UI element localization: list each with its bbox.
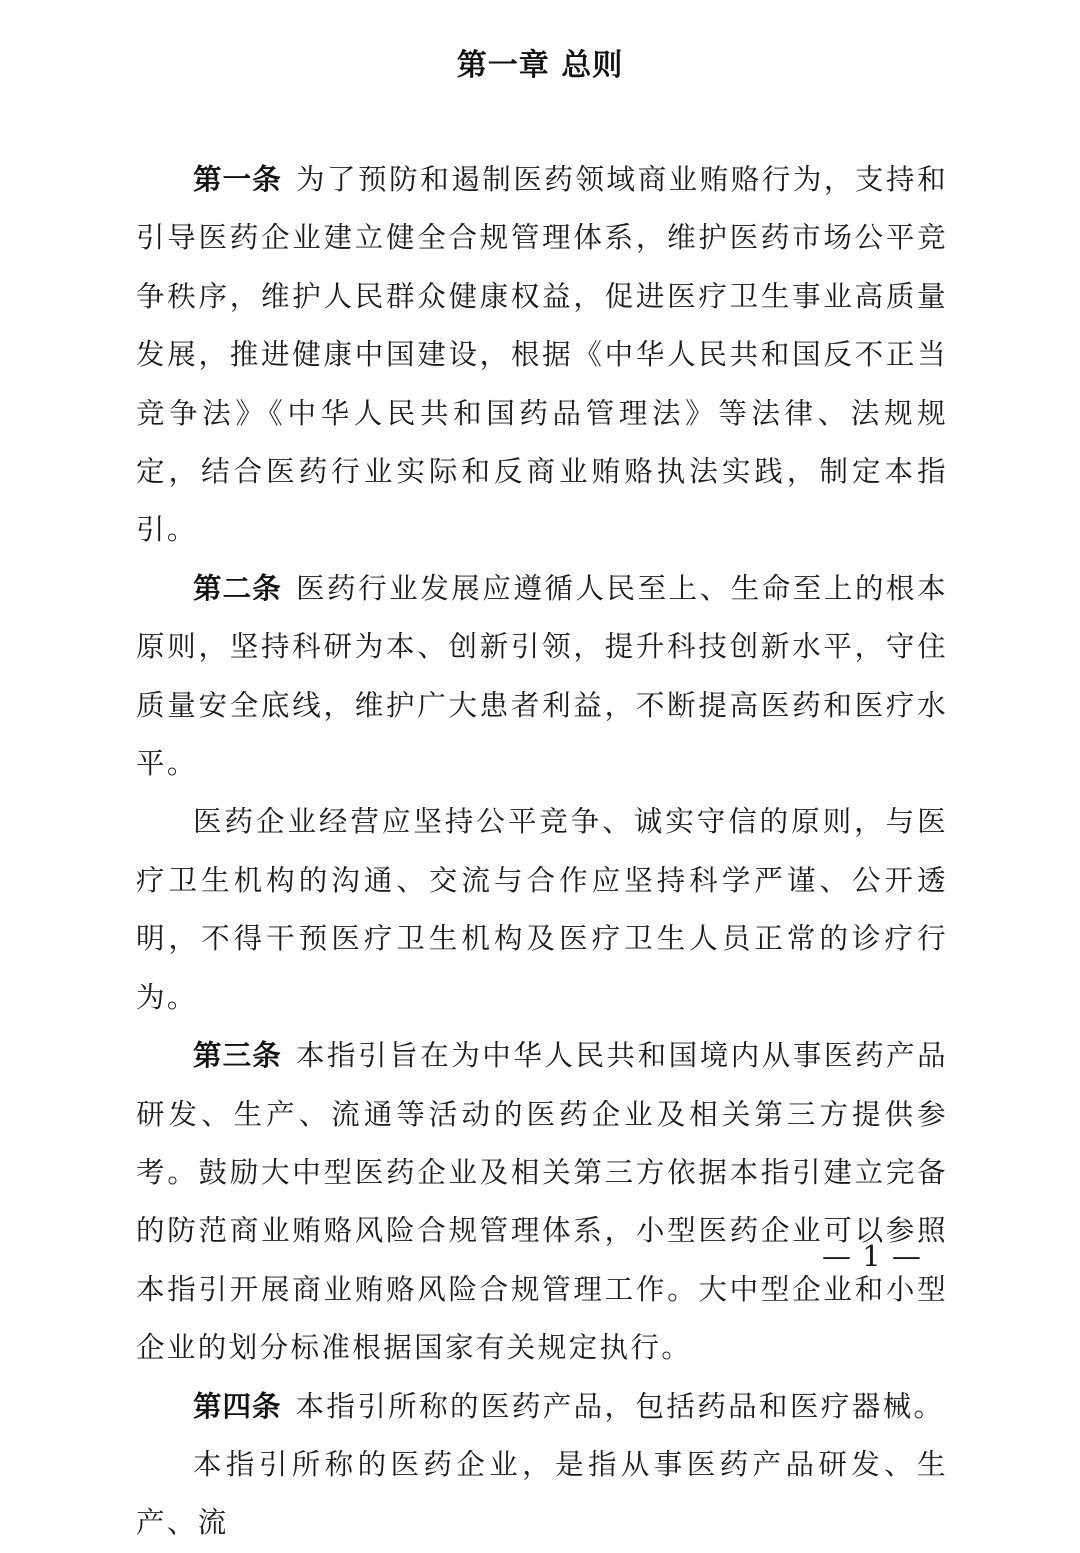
article-2-paragraph-2 bbox=[136, 793, 948, 1027]
article-3 bbox=[136, 1027, 948, 1377]
article-1 bbox=[136, 151, 948, 560]
body-text bbox=[136, 151, 948, 1540]
article-label: 第三条 bbox=[193, 1039, 282, 1073]
article-text: 本指引所称的医药企业，是指从事医药产品研发、生产、流 bbox=[136, 1447, 948, 1540]
article-text: 本指引旨在为中华人民共和国境内从事医药产品研发、生产、流通等活动的医药企业及相关第三方提供参考。鼓励大中型医药企业及相关第三方依据本指引建立完备的防范商业贿赂风险合规管理体系，小型医药企业可以参照本指引开展商业贿赂风险合规管理工作。大中型企业和小型企业的划分标准根据国家有关规定执行。 bbox=[136, 1039, 948, 1365]
article-text: 本指引所称的医药产品，包括药品和医疗器械。 bbox=[295, 1389, 945, 1423]
article-label: 第二条 bbox=[193, 571, 282, 605]
article-label: 第一条 bbox=[193, 163, 282, 196]
article-text: 医药企业经营应坚持公平竞争、诚实守信的原则，与医疗卫生机构的沟通、交流与合作应坚持科学严谨、公开透明，不得干预医疗卫生机构及医疗卫生人员正常的诊疗行为。 bbox=[136, 805, 948, 1014]
page-number: — 1 — bbox=[822, 1239, 922, 1273]
chapter-title: 第一章 总则 bbox=[456, 48, 624, 83]
article-4 bbox=[136, 1378, 948, 1436]
article-text: 医药行业发展应遵循人民至上、生命至上的根本原则，坚持科研为本、创新引领，提升科技创新水平，守住质量安全底线，维护广大患者利益，不断提高医药和医疗水平。 bbox=[136, 571, 948, 781]
article-label: 第四条 bbox=[193, 1389, 282, 1423]
article-2 bbox=[136, 560, 948, 794]
article-4-paragraph-2 bbox=[136, 1436, 948, 1540]
article-text: 为了预防和遏制医药领域商业贿赂行为，支持和引导医药企业建立健全合规管理体系，维护医药市场公平竞争秩序，维护人民群众健康权益，促进医疗卫生事业高质量发展，推进健康中国建设，根据《中华人民共和国反不正当竞争法》《中华人民共和国药品管理法》等法律、法规规定，结合医药行业实际和反商业贿赂执法实践，制定本指引。 bbox=[136, 163, 948, 547]
